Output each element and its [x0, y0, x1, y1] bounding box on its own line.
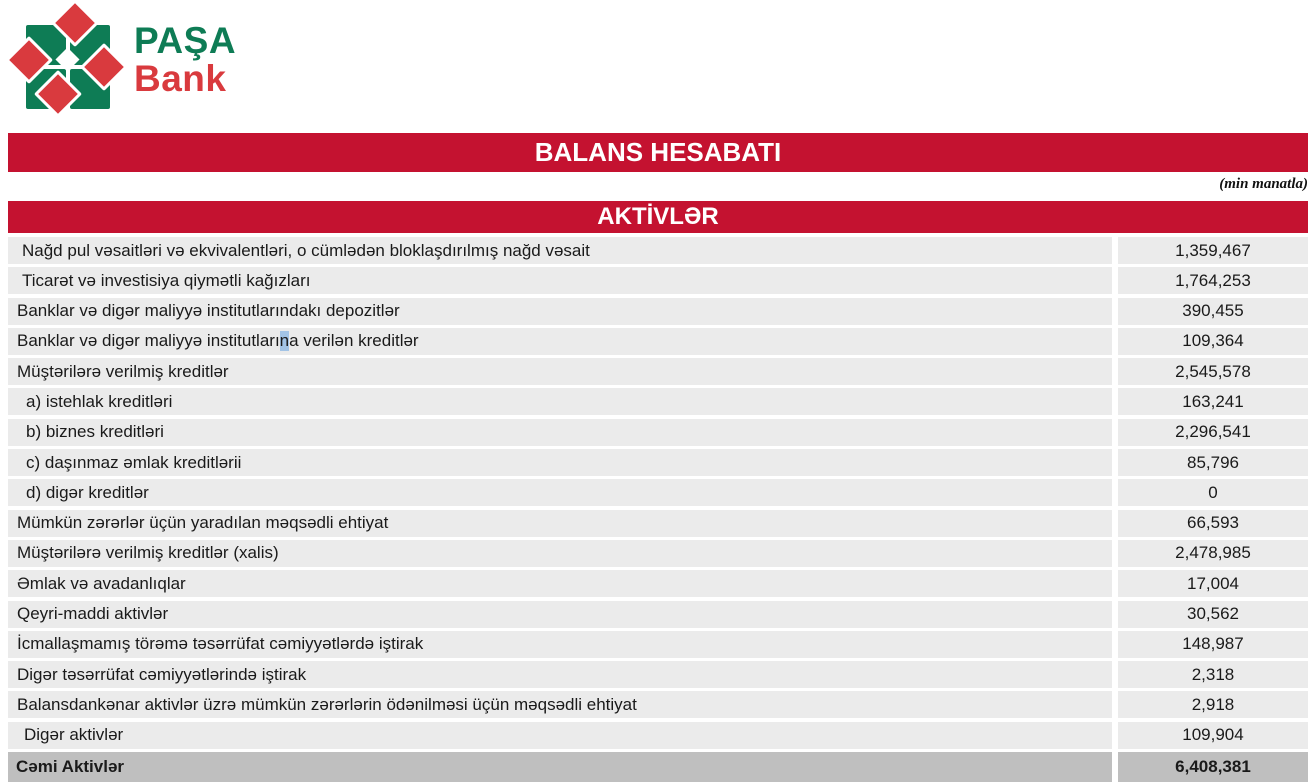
row-label: c) daşınmaz əmlak kreditlərii — [8, 449, 1112, 476]
row-value: 0 — [1118, 479, 1308, 506]
table-row — [8, 540, 1308, 567]
report-title: BALANS HESABATI — [534, 137, 782, 167]
row-value: 390,455 — [1118, 298, 1308, 325]
balance-table — [8, 237, 1308, 782]
row-label: Qeyri-maddi aktivlər — [8, 601, 1112, 628]
row-value: 2,478,985 — [1118, 540, 1308, 567]
table-row — [8, 479, 1308, 506]
row-label: Mümkün zərərlər üçün yaradılan məqsədli ehtiyat — [8, 510, 1112, 537]
table-row — [8, 267, 1308, 294]
table-row — [8, 570, 1308, 597]
row-value: 109,364 — [1118, 328, 1308, 355]
row-value: 85,796 — [1118, 449, 1308, 476]
row-value: 1,764,253 — [1118, 267, 1308, 294]
assets-section-title: AKTİVLƏR — [597, 203, 719, 230]
pasha-bank-logo-icon — [14, 8, 122, 114]
row-label: Banklar və digər maliyyə institutları n a verilən kreditlər — [8, 328, 1112, 355]
table-row — [8, 237, 1308, 264]
row-value: 163,241 — [1118, 388, 1308, 415]
report-title-banner — [8, 133, 1308, 172]
row-label: Cəmi Aktivlər — [8, 752, 1112, 782]
row-label: Müştərilərə verilmiş kreditlər (xalis) — [8, 540, 1112, 567]
table-row — [8, 298, 1308, 325]
row-label: a) istehlak kreditləri — [8, 388, 1112, 415]
table-row — [8, 328, 1308, 355]
row-label: Digər təsərrüfat cəmiyyətlərində iştirak — [8, 661, 1112, 688]
row-label: Ticarət və investisiya qiymətli kağızları — [8, 267, 1112, 294]
row-value: 109,904 — [1118, 722, 1308, 749]
row-value: 17,004 — [1118, 570, 1308, 597]
table-total-row — [8, 752, 1308, 782]
row-label: İcmallaşmamış törəmə təsərrüfat cəmiyyətlərdə iştirak — [8, 631, 1112, 658]
table-row — [8, 510, 1308, 537]
table-row — [8, 661, 1308, 688]
row-value: 66,593 — [1118, 510, 1308, 537]
table-row — [8, 631, 1308, 658]
table-row — [8, 388, 1308, 415]
row-value: 2,296,541 — [1118, 419, 1308, 446]
row-label: Digər aktivlər — [8, 722, 1112, 749]
table-row — [8, 601, 1308, 628]
row-label: Müştərilərə verilmiş kreditlər — [8, 358, 1112, 385]
row-value: 2,318 — [1118, 661, 1308, 688]
row-label: d) digər kreditlər — [8, 479, 1112, 506]
table-row — [8, 449, 1308, 476]
row-value: 2,545,578 — [1118, 358, 1308, 385]
row-label: Banklar və digər maliyyə institutlarındakı depozitlər — [8, 298, 1112, 325]
table-row — [8, 691, 1308, 718]
text-selection-highlight: n — [279, 331, 290, 351]
row-value: 30,562 — [1118, 601, 1308, 628]
row-value: 1,359,467 — [1118, 237, 1308, 264]
unit-note: (min manatla) — [1219, 176, 1308, 192]
row-value: 2,918 — [1118, 691, 1308, 718]
assets-section-banner — [8, 201, 1308, 233]
logo-word-bank: Bank — [134, 57, 227, 99]
table-row — [8, 722, 1308, 749]
row-label: Nağd pul vəsaitləri və ekvivalentləri, o cümlədən bloklaşdırılmış nağd vəsait — [8, 237, 1112, 264]
logo-word-pasha: PAŞA — [134, 20, 237, 61]
pasha-bank-logo — [14, 8, 236, 114]
row-value: 148,987 — [1118, 631, 1308, 658]
row-label: b) biznes kreditləri — [8, 419, 1112, 446]
row-label: Balansdankənar aktivlər üzrə mümkün zərərlərin ödənilməsi üçün məqsədli ehtiyat — [8, 691, 1112, 718]
table-row — [8, 358, 1308, 385]
table-row — [8, 419, 1308, 446]
row-value: 6,408,381 — [1118, 752, 1308, 782]
logo-wordmark — [134, 22, 236, 97]
row-label: Əmlak və avadanlıqlar — [8, 570, 1112, 597]
